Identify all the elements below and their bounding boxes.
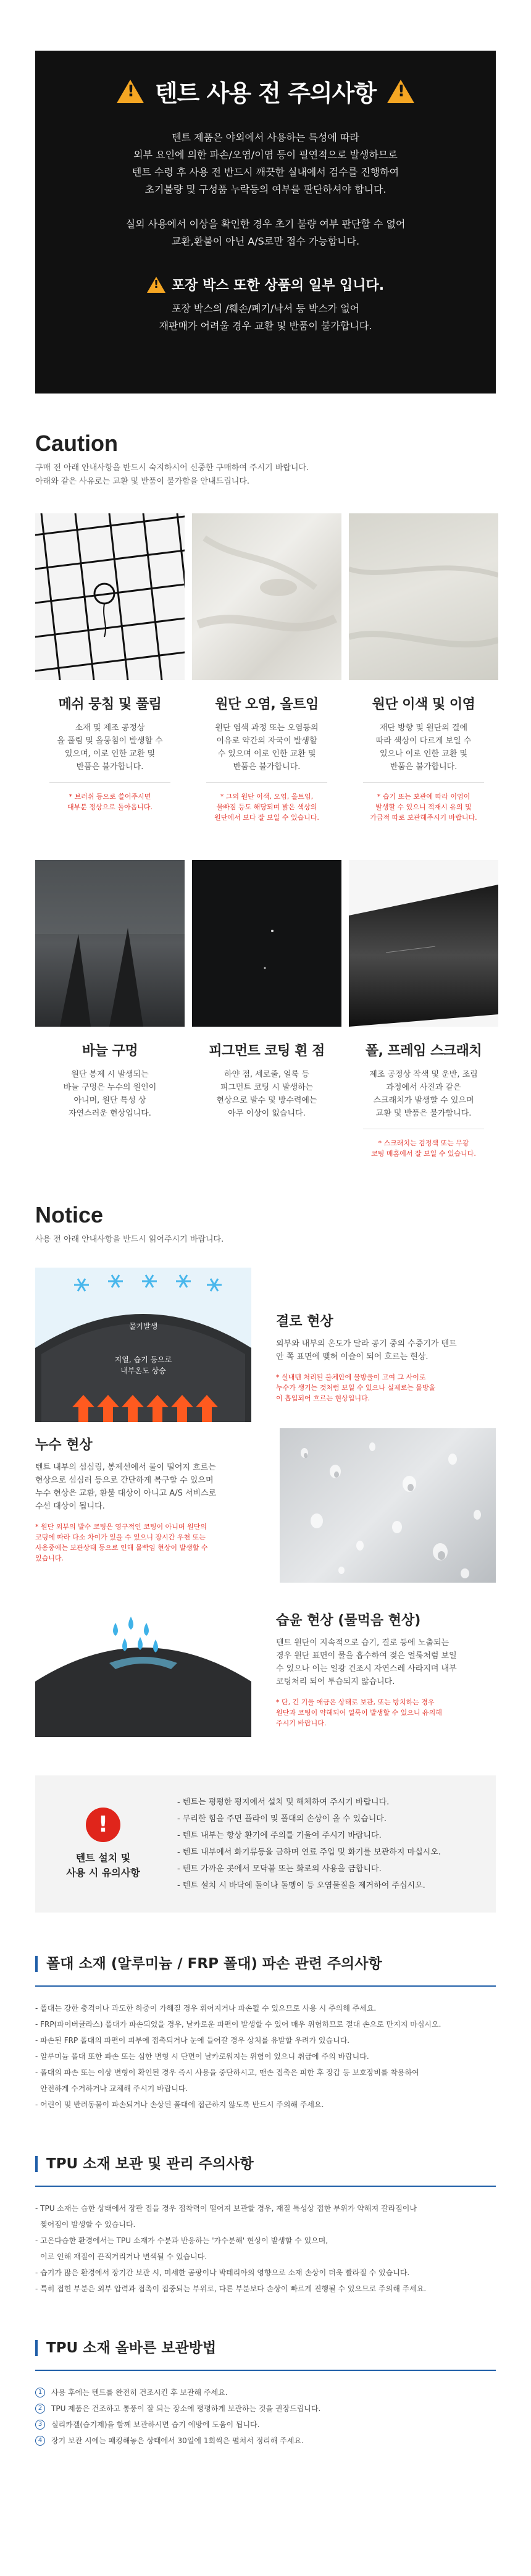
leak-title: 누수 현상 [35,1437,93,1453]
text-line: 아래와 같은 사유로는 교환 및 반품이 불가함을 안내드립니다. [35,477,250,486]
text-line: 누수가 생기는 것처럼 보일 수 있으나 실제로는 물방울 [276,1384,436,1392]
leak-droplets-image [280,1428,496,1583]
text-line: 코팅처리 되어 투습되지 않습니다. [276,1677,395,1686]
mesh-net-image [35,513,185,680]
notice-header [35,1202,496,1247]
step-text: TPU 제품은 건조하고 통풍이 잘 되는 장소에 평평하게 보관하는 것을 권장드립니다. [51,2404,321,2413]
text-line: 원단과 코팅이 약해되어 얼룩이 발생할 수 있으니 유의해 [276,1709,442,1717]
text-line: 가급적 따로 보관해주시기 바랍니다. [370,814,477,822]
list-item [35,2384,496,2401]
text-line: 안 쪽 표면에 맺혀 이슬이 되어 흐르는 현상. [276,1352,429,1362]
tpu-items [35,2200,496,2297]
text-line: 사용중에는 보관상태 등으로 인해 물빡임 현상이 발생할 수 [35,1544,208,1552]
notice-condensation [35,1268,496,1422]
text-line: * 습기 또는 보관에 따라 이염이 [377,793,470,801]
caution-card-stain [192,513,341,823]
text-line: 있습니다. [35,1554,64,1562]
leak-note [35,1522,251,1564]
step-number: 4 [35,2436,45,2446]
fabric-stain-image [192,513,341,680]
notice-leak [35,1434,496,1583]
text-line: 아니며, 원단 특성 상 [73,1096,146,1105]
text-line: 대부분 정상으로 돌아옵니다. [67,803,153,811]
text-line: 있으나 이로 인한 교환 및 [379,749,468,759]
warning-title: 텐트 사용 전 주의사항 [154,80,377,107]
text-line: 하얀 점, 세로줄, 얼룩 등 [224,1070,309,1079]
caution-heading: Caution [35,431,118,456]
list-item: - 습기가 많은 환경에서 장기간 보관 시, 미세한 곰팡이나 박테리아의 영향으로 소재 손상이 더욱 빨라질 수 있습니다. [35,2268,410,2277]
text-line: 텐트 설치 및 [75,1852,131,1864]
text-line: 바늘 구멍은 누수의 원인이 [63,1083,157,1092]
divider [49,782,170,783]
warning-sub-paragraph [60,300,471,335]
pole-scratch-image [349,860,498,1027]
moisture-diagram [35,1601,251,1737]
caution-card-needle [35,860,185,1159]
text-line: 발생할 수 있으니 적재시 유의 및 [375,803,472,811]
step-number: 2 [35,2404,45,2414]
text-line: 텐트 내부의 섬심링, 봉제선에서 물이 떨어지 흐르는 [35,1463,216,1472]
tpu-care-section [35,2156,496,2297]
text-line: 경우 원단 표면이 물을 흡수하여 젖은 얼룩처럼 보일 [276,1651,457,1661]
diagram-top-label: 물기발생 [128,1322,158,1331]
section-title: 폴대 소재 (알루미늄 / FRP 폴대) 파손 관련 주의사항 [35,1956,496,1972]
list-item: - 특히 접힌 부분은 외부 압력과 접촉이 집중되는 부위로, 다른 부분보다 손상이 빠르게 진행될 수 있으므로 주의해 주세요. [35,2284,427,2293]
card-title: 메쉬 뭉침 및 풀림 [58,697,162,712]
notice-moisture [35,1601,496,1737]
list-item: - 폴대의 파손 또는 이상 변형이 확인된 경우 즉시 사용을 중단하시고, 맨손 접촉은 피한 후 장갑 등 보호장비를 착용하여 [35,2068,419,2077]
text-line: 재판매가 어려울 경우 교환 및 반품이 불가합니다. [159,320,372,332]
text-line: 제조 공정상 작색 및 운반, 조립 [369,1070,478,1079]
text-line: 현상으로 섬심러 등으로 간단하게 복구할 수 있으며 [35,1476,214,1485]
tent-usage-info-box [35,1775,496,1913]
card-note [363,1138,484,1159]
text-line: 자연스러운 현상입니다. [69,1109,151,1118]
condensation-text [251,1268,496,1422]
caution-card-pigment [192,860,341,1159]
tpu-storage-items [35,2384,496,2449]
list-item: - TPU 소재는 습한 상태에서 장판 접을 경우 접착력이 떨어져 보관할 경우, 재질 특성상 접한 부위가 약해져 갈라짐이나 [35,2204,417,2213]
step-text: 실리카겔(습기제)을 함께 보관하시면 습기 예방에 도움이 됩니다. [51,2420,260,2429]
text-line: 교환 및 반품은 불가합니다. [375,1109,472,1118]
card-title: 원단 이색 및 이염 [372,697,475,712]
condensation-note [276,1372,496,1404]
warning-subtitle-row [60,275,471,294]
divider [363,782,484,783]
text-line: 원단 염색 과정 또는 오염등의 [215,723,319,733]
warning-paragraph-2 [60,216,471,250]
text-line: 과정에서 사진과 같은 [386,1083,461,1092]
text-line: 초기불량 및 구성품 누락등의 여부를 판단하셔야 합니다. [144,183,387,195]
text-line: 구매 전 아래 안내사항을 반드시 숙지하시어 신중한 구매하여 주시기 바랍니다. [35,463,309,473]
step-text: 장기 보관 시에는 패킹해놓은 상태에서 30일에 1회씩은 펼쳐서 정리해 주세요. [51,2436,304,2445]
card-description [49,1068,170,1120]
text-line: 따라 색상이 다르게 보일 수 [375,736,472,746]
step-number: 3 [35,2420,45,2430]
list-item: - 폴대는 강한 충격이나 과도한 하중이 가해질 경우 휘어지거나 파손될 수 있으므로 사용 시 주의해 주세요. [35,2004,377,2013]
caution-card-color [349,513,498,823]
list-item: - 텐트 내부에서 화기류등을 금하며 연료 주입 및 화기를 보관하지 마십시오. [177,1848,441,1857]
info-label [35,1851,171,1880]
text-line: * 스크래치는 검정색 또는 무광 [378,1139,469,1147]
text-line: 교환,환불이 아닌 A/S로만 접수 가능합니다. [171,235,360,247]
warning-subtitle: 포장 박스 또한 상품의 일부 입니다. [171,278,385,293]
text-line: 실외 사용에서 이상을 확인한 경우 초기 불량 여부 판단할 수 없어 [125,218,406,230]
list-item: 안전하게 수거하거나 교체해 주시기 바랍니다. [40,2084,188,2093]
card-note [363,791,484,823]
text-line: 수선 대상이 됩니다. [35,1502,105,1511]
tent-warning-block [35,51,496,394]
pole-damage-section [35,1956,496,2113]
text-line: 이 흡입되어 흐르는 현상입니다. [276,1394,370,1402]
text-line: * 브러쉬 등으로 쓸어주시면 [69,793,151,801]
step-number: 1 [35,2388,45,2397]
caution-header [35,431,496,489]
condensation-title: 결로 현상 [276,1314,333,1329]
warning-triangle-icon [147,277,165,293]
moisture-desc [276,1636,496,1688]
text-line: 올 풀림 및 올뭉침이 발생할 수 [57,736,163,746]
text-line: 텐트 원단이 지속적으로 습기, 결로 등에 노출되는 [276,1638,449,1648]
text-line: 텐트 제품은 야외에서 사용하는 특성에 따라 [172,132,359,143]
condensation-diagram [35,1268,251,1422]
pigment-dots-image [192,860,341,1027]
card-title: 폴, 프레임 스크래치 [365,1043,482,1059]
step-text: 사용 후에는 텐트를 완전히 건조시킨 후 보관해 주세요. [51,2388,228,2397]
leak-text [35,1434,251,1583]
card-note [206,791,327,823]
fabric-color-image [349,513,498,680]
text-line: 지열, 습기 등으로 [114,1355,172,1364]
list-item [35,2401,496,2417]
info-label-block [35,1808,171,1880]
text-line: 원단에서 보다 잘 보일 수 있습니다. [214,814,319,822]
list-item: - 알루미늄 폴대 또한 파손 또는 심한 변형 시 단면이 날카로워지는 위험이 있으니 취급에 주의 바랍니다. [35,2052,369,2061]
moisture-note [276,1697,496,1728]
text-line: 사용 시 유의사항 [66,1867,140,1879]
text-line: 외부 요인에 의한 파손/오염/이염 등이 필연적으로 발생하므로 [133,149,398,161]
text-line: 스크래치가 발생할 수 있으며 [373,1096,474,1105]
text-line: 코팅에 따라 다소 차이가 있을 수 있으니 장시간 우천 또는 [35,1533,206,1541]
warning-title-row [60,74,471,108]
text-line: * 그외 원단 이색, 오염, 올트임, [220,793,314,801]
exclamation-circle-icon: ! [86,1808,120,1842]
list-item: - 무리한 힘을 주면 플라이 및 폴대의 손상이 올 수 있습니다. [177,1814,387,1824]
text-line: 내부온도 상승 [120,1366,166,1375]
text-line: 원단 봉제 시 발생되는 [71,1070,149,1079]
text-line: * 원단 외부의 발수 코팅은 영구적인 코팅이 아니며 원단의 [35,1523,207,1531]
text-line: 코팅 매홈에서 잘 보일 수 있습니다. [371,1150,476,1158]
notice-heading: Notice [35,1202,104,1227]
card-description [206,1068,327,1120]
text-line: 텐트 수령 후 사용 전 반드시 깨끗한 실내에서 검수를 진행하여 [132,166,399,178]
card-title: 바늘 구멍 [82,1043,138,1059]
card-description [363,1068,484,1120]
text-line: 반품은 불가합니다. [233,762,301,772]
card-description [206,722,327,773]
list-item: - 텐트는 평평한 평지에서 설치 및 해체하여 주시기 바랍니다. [177,1798,390,1807]
divider [35,2370,496,2371]
card-title: 원단 오염, 올트임 [215,697,319,712]
list-item: 이로 인해 재질이 끈적거리거나 변색될 수 있습니다. [40,2252,207,2261]
text-line: * 실내텐 처리된 불체안에 물방울이 고여 그 사이로 [276,1373,426,1381]
list-item: - 파손된 FRP 폴대의 파편이 피부에 접촉되거나 눈에 들어갈 경우 상처를 유발할 우려가 있습니다. [35,2036,350,2045]
list-item: - 텐트 가까운 곳에서 모닥불 또는 화로의 사용을 금합니다. [177,1864,382,1874]
text-line: 수 있으나 이는 일광 건조시 자연스레 사라지며 내부 [276,1664,457,1673]
moisture-title: 습윤 현상 (물먹음 현상) [276,1613,421,1628]
text-line: 주시기 바랍니다. [276,1719,327,1727]
condensation-desc [276,1337,496,1363]
list-item: - 고온다습한 환경에서는 TPU 소재가 수분과 반응하는 '가수분해' 현상이 발생할 수 있으며, [35,2236,328,2245]
pole-items [35,2000,496,2113]
section-title: TPU 소재 보관 및 관리 주의사항 [35,2156,496,2172]
text-line: 수 있으며 이로 인한 교환 및 [217,749,316,759]
needle-hole-image [35,860,185,1027]
caution-intro [35,461,496,489]
warning-triangle-icon [387,80,414,103]
list-item: - 텐트 설치 시 바닥에 돌이나 돌멩이 등 오염물질을 제거하여 주십시오. [177,1881,425,1890]
list-item: 찢어짐이 발생할 수 있습니다. [40,2220,136,2229]
card-description [49,722,170,773]
text-line: 피그먼트 코팅 시 발생하는 [220,1083,314,1092]
text-line: 소재 및 제조 공정상 [75,723,145,733]
divider [35,1985,496,1987]
moisture-text [251,1601,496,1737]
text-line: 아무 이상이 없습니다. [228,1109,306,1118]
list-item: - 텐트 내부는 항상 환기에 주의를 기울여 주시기 바랍니다. [177,1831,382,1840]
text-line: 이유로 약간의 자국이 발생할 [216,736,317,746]
caution-card-mesh [35,513,185,823]
warning-triangle-icon [117,80,144,103]
list-item: - 어린이 및 반려동물이 파손되거나 손상된 폴대에 접근하지 않도록 반드시 주의해 주세요. [35,2100,324,2109]
text-line: * 단, 긴 기울 애금은 상태로 보관, 또는 방치하는 경우 [276,1698,435,1706]
section-title: TPU 소재 올바른 보관방법 [35,2340,496,2356]
tpu-storage-section [35,2340,496,2449]
info-list [171,1794,441,1894]
text-line: 반품은 불가합니다. [76,762,144,772]
card-title: 피그먼트 코팅 흰 점 [209,1043,325,1059]
text-line: 재단 방향 및 원단의 결에 [379,723,468,733]
divider [206,782,327,783]
product-notice-page [0,51,531,2449]
text-line: 반품은 불가합니다. [390,762,458,772]
text-line: 있으며, 이로 인한 교환 및 [64,749,156,759]
caution-card-pole [349,860,498,1159]
list-item [35,2417,496,2433]
text-line: 외부와 내부의 온도가 달라 공기 중의 수증기가 텐트 [276,1339,457,1349]
caution-grid [35,513,496,1159]
card-description [363,722,484,773]
list-item [35,2433,496,2449]
divider [35,2186,496,2187]
notice-intro: 사용 전 아래 안내사항을 반드시 읽어주시기 바랍니다. [35,1235,224,1244]
warning-paragraph-1 [60,129,471,198]
card-note [49,791,170,812]
text-line: 포장 박스의 /훼손/폐기/낙서 등 박스가 없어 [171,303,360,314]
text-line: 물빠짐 등도 해당되며 밝은 색상의 [216,803,317,811]
text-line: 누수 현상은 교환, 환불 대상이 아니고 A/S 서비스로 [35,1489,217,1498]
text-line: 현상으로 발수 및 방수력에는 [216,1096,317,1105]
diagram-bottom-label [35,1354,251,1376]
list-item: - FRP(파이버글라스) 폴대가 파손되었을 경우, 날카로운 파편이 발생할 수 있어 매우 위험하므로 절대 손으로 만지지 마십시오. [35,2020,441,2029]
leak-desc [35,1461,251,1513]
